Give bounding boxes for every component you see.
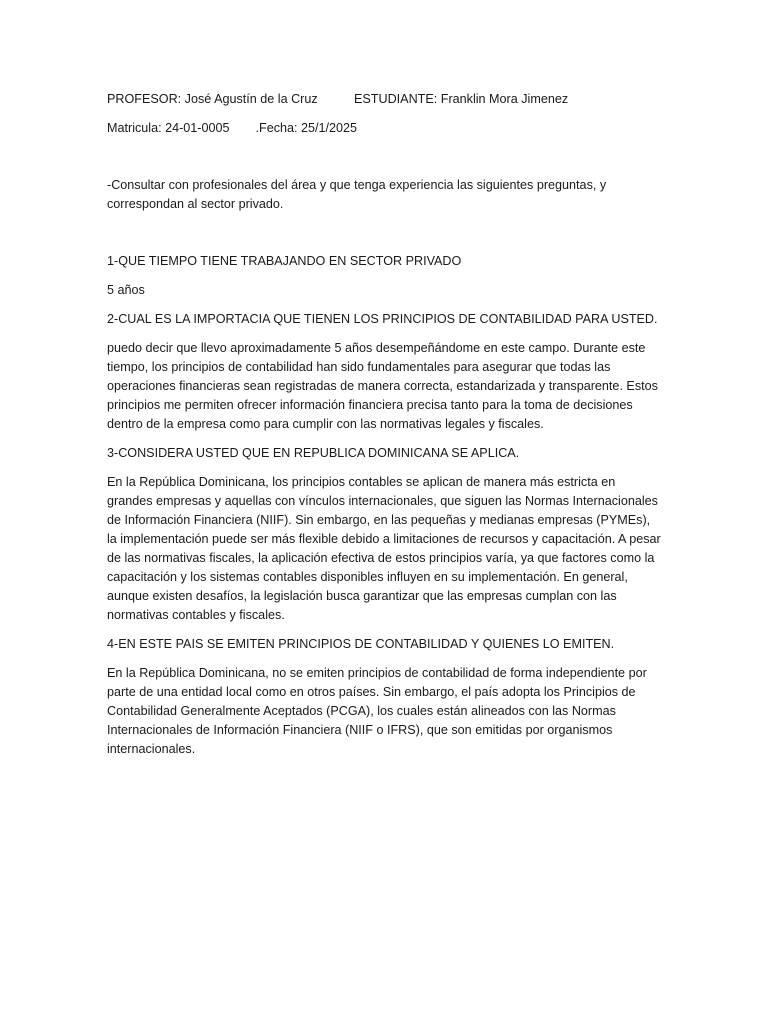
answer-2: puedo decir que llevo aproximadamente 5 años desempeñándome en este campo. Durante este tiempo, los principios de contabilidad han sido fundamentales para asegurar que todas las operaciones financieras sean registradas de manera correcta, estandarizada y transparente. Estos principios me permiten ofrecer información financiera precisa tanto para la toma de decisiones dentro de la empresa como para cumplir con las normativas legales y fiscales. xyxy=(107,341,658,431)
answer-1: 5 años xyxy=(107,283,145,297)
question-2: 2-CUAL ES LA IMPORTACIA QUE TIENEN LOS PRINCIPIOS DE CONTABILIDAD PARA USTED. xyxy=(107,312,658,326)
intro-paragraph: -Consultar con profesionales del área y que tenga experiencia las siguientes preguntas, y correspondan al sector privado. xyxy=(107,178,607,211)
fecha-label: .Fecha: 25/1/2025 xyxy=(255,121,358,135)
question-4: 4-EN ESTE PAIS SE EMITEN PRINCIPIOS DE CONTABILIDAD Y QUIENES LO EMITEN. xyxy=(107,637,615,651)
estudiante-label: ESTUDIANTE: Franklin Mora Jimenez xyxy=(354,92,569,106)
header-line-1 xyxy=(107,90,662,109)
matricula-label: Matricula: 24-01-0005 xyxy=(107,121,230,135)
question-3: 3-CONSIDERA USTED QUE EN REPUBLICA DOMINICANA SE APLICA. xyxy=(107,446,520,460)
header-line-2 xyxy=(107,119,662,138)
question-1: 1-QUE TIEMPO TIENE TRABAJANDO EN SECTOR PRIVADO xyxy=(107,254,462,268)
profesor-label: PROFESOR: José Agustín de la Cruz xyxy=(107,92,318,106)
answer-3: En la República Dominicana, los principios contables se aplican de manera más estricta en grandes empresas y aquellas con vínculos internacionales, que siguen las Normas Internacionales de Información Financiera (NIIF). Sin embargo, en las pequeñas y medianas empresas (PYMEs), la implementación puede ser más flexible debido a limitaciones de recursos y capacitación. A pesar de las normativas fiscales, la aplicación efectiva de estos principios varía, ya que factores como la capacitación y los sistemas contables disponibles influyen en su implementación. En general, aunque existen desafíos, la legislación busca garantizar que las empresas cumplan con las normativas contables y fiscales. xyxy=(107,475,661,622)
document-page xyxy=(107,90,662,759)
answer-4: En la República Dominicana, no se emiten principios de contabilidad de forma independiente por parte de una entidad local como en otros países. Sin embargo, el país adopta los Principios de Contabilidad Generalmente Aceptados (PCGA), los cuales están alineados con las Normas Internacionales de Información Financiera (NIIF o IFRS), que son emitidas por organismos internacionales. xyxy=(107,666,647,756)
